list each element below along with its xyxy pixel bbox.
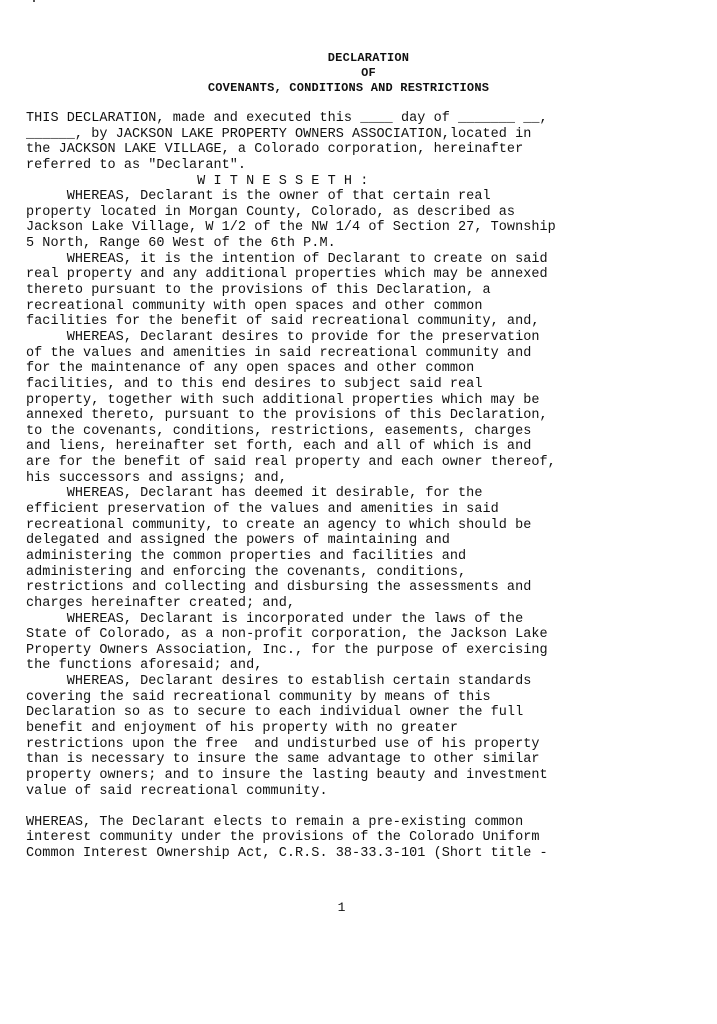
scan-speck <box>33 0 35 2</box>
document-line: W I T N E S S E T H : <box>26 173 369 189</box>
document-line: property owners; and to insure the lasting beauty and investment <box>26 767 548 783</box>
document-line: annexed thereto, pursuant to the provisions of this Declaration, <box>26 408 548 424</box>
document-line: Property Owners Association, Inc., for the purpose of exercising <box>26 642 548 658</box>
document-line: ______, by JACKSON LAKE PROPERTY OWNERS ASSOCIATION,located in <box>26 126 532 142</box>
document-line: recreational community with open spaces and other common <box>26 298 483 314</box>
document-line <box>26 799 706 815</box>
document-line: Declaration so as to secure to each individual owner the full <box>26 705 524 721</box>
document-line: restrictions upon the free and undisturbed use of his property <box>26 736 540 752</box>
document-line: WHEREAS, Declarant has deemed it desirable, for the <box>26 486 483 502</box>
document-line: real property and any additional properties which may be annexed <box>26 267 548 283</box>
document-line: WHEREAS, The Declarant elects to remain a pre-existing common <box>26 814 524 830</box>
document-line: 5 North, Range 60 West of the 6th P.M. <box>26 236 336 252</box>
document-line: WHEREAS, it is the intention of Declarant to create on said <box>26 251 548 267</box>
document-line: for the maintenance of any open spaces and other common <box>26 361 475 377</box>
document-line: Jackson Lake Village, W 1/2 of the NW 1/4 of Section 27, Township <box>26 220 556 236</box>
document-body <box>26 111 706 862</box>
document-line: interest community under the provisions of the Colorado Uniform <box>26 830 540 846</box>
document-line: covering the said recreational community by means of this <box>26 689 491 705</box>
page-number: 1 <box>337 900 346 915</box>
document-line: restrictions and collecting and disbursing the assessments and <box>26 580 532 596</box>
document-line: WHEREAS, Declarant is incorporated under the laws of the <box>26 611 524 627</box>
document-line: administering and enforcing the covenants, conditions, <box>26 564 467 580</box>
document-line: WHEREAS, Declarant desires to establish certain standards <box>26 674 532 690</box>
document-line: State of Colorado, as a non-profit corporation, the Jackson Lake <box>26 627 548 643</box>
document-line: THIS DECLARATION, made and executed this ____ day of _______ __, <box>26 111 548 126</box>
document-line: charges hereinafter created; and, <box>26 595 295 611</box>
document-line: recreational community, to create an agency to which should be <box>26 517 532 533</box>
document-line: thereto pursuant to the provisions of this Declaration, a <box>26 283 491 299</box>
document-line: the JACKSON LAKE VILLAGE, a Colorado corporation, hereinafter <box>26 142 524 158</box>
document-line: facilities for the benefit of said recreational community, and, <box>26 314 540 330</box>
document-line: benefit and enjoyment of his property with no greater <box>26 720 459 736</box>
document-title: DECLARATION <box>327 51 410 65</box>
document-line: of the values and amenities in said recreational community and <box>26 345 532 361</box>
document-line: and liens, hereinafter set forth, each and all of which is and <box>26 439 532 455</box>
document-line: to the covenants, conditions, restrictions, easements, charges <box>26 423 532 439</box>
document-line: facilities, and to this end desires to subject said real <box>26 376 483 392</box>
document-line: administering the common properties and facilities and <box>26 548 467 564</box>
document-line: Common Interest Ownership Act, C.R.S. 38-33.3-101 (Short title - <box>26 846 548 862</box>
document-line: value of said recreational community. <box>26 783 328 799</box>
document-line: are for the benefit of said real property and each owner thereof, <box>26 455 556 471</box>
document-subtitle: COVENANTS, CONDITIONS AND RESTRICTIONS <box>207 81 490 95</box>
document-line: property located in Morgan County, Colorado, as described as <box>26 204 516 220</box>
document-line: efficient preservation of the values and amenities in said <box>26 502 499 518</box>
document-line: his successors and assigns; and, <box>26 470 287 486</box>
document-line: the functions aforesaid; and, <box>26 658 263 674</box>
document-line: than is necessary to insure the same advantage to other similar <box>26 752 540 768</box>
document-line: WHEREAS, Declarant is the owner of that certain real <box>26 189 491 205</box>
document-line: referred to as "Declarant". <box>26 157 247 173</box>
document-line: delegated and assigned the powers of maintaining and <box>26 533 450 549</box>
document-line: property, together with such additional properties which may be <box>26 392 540 408</box>
document-title-of: OF <box>361 66 376 80</box>
document-line: WHEREAS, Declarant desires to provide for the preservation <box>26 329 540 345</box>
